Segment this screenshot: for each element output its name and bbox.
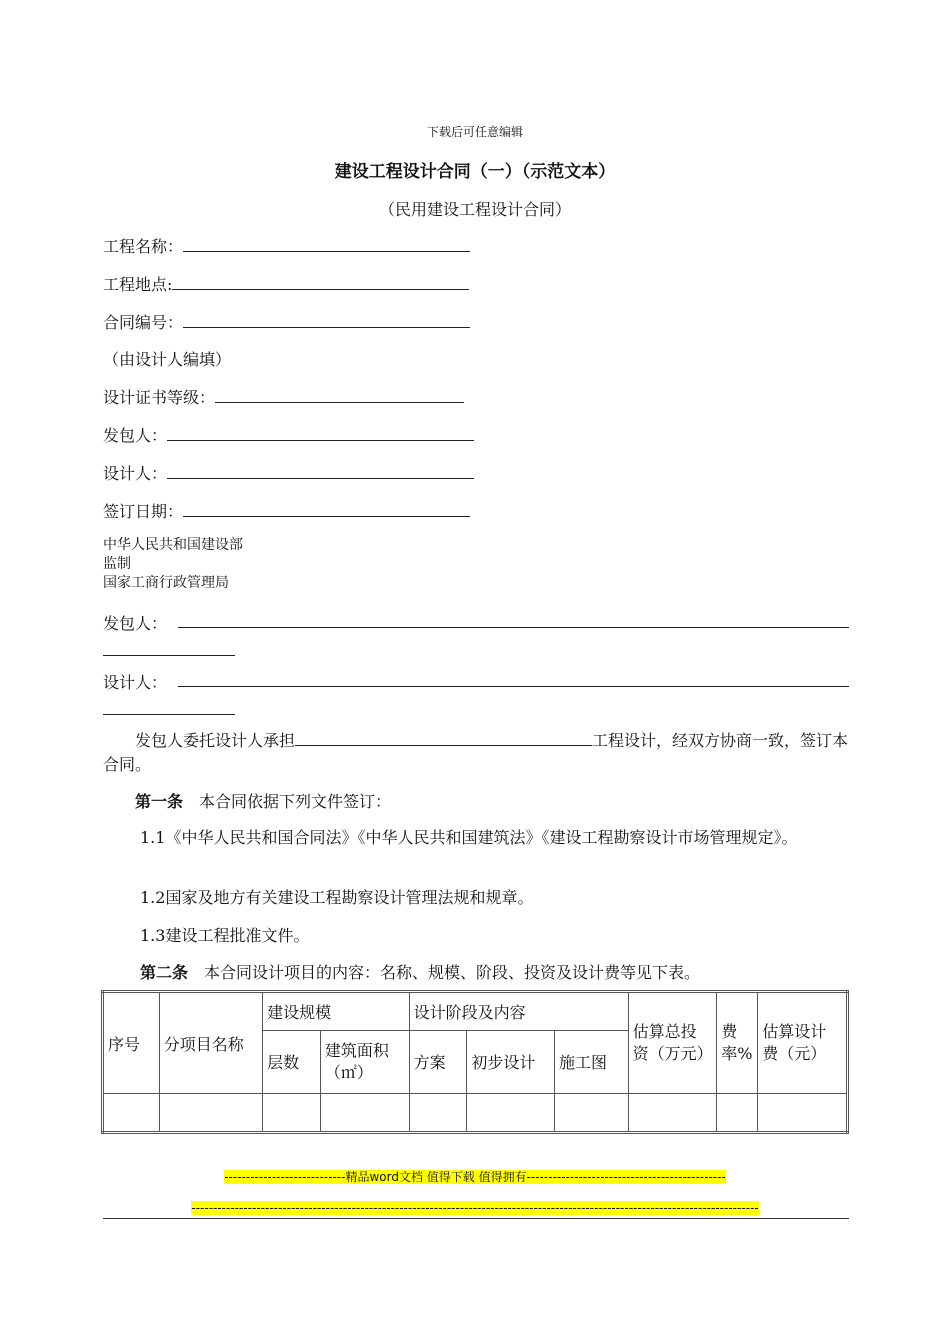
field-label: 设计人： [103, 464, 168, 483]
table-cell[interactable] [554, 1094, 628, 1133]
footer-rule [103, 1218, 849, 1219]
header-floors: 层数 [263, 1030, 321, 1093]
banner-text: ----------------------------精品word文档 值得下载 值得拥有---------------------------------------------- [224, 1170, 726, 1184]
field-label: 合同编号： [103, 313, 184, 332]
table-cell[interactable] [103, 1094, 160, 1133]
field-filled-by-designer [103, 347, 231, 370]
article-text: 本合同依据下列文件签订： [199, 792, 392, 811]
table-cell[interactable] [758, 1094, 848, 1133]
header-fee: 估算设计费（元） [758, 992, 848, 1094]
header-scale: 建设规模 [263, 992, 410, 1031]
banner-text: ----------------------------------------------------------------------------------------------------------------------------------- [191, 1201, 759, 1215]
intro-text: 发包人委托设计人承担 [135, 731, 296, 750]
header-seq: 序号 [103, 992, 160, 1094]
footer-banner [0, 1168, 950, 1185]
table-cell[interactable] [717, 1094, 758, 1133]
field-label: 发包人： [103, 426, 168, 445]
field-contract-number [103, 310, 470, 333]
article-item: 1.1《中华人民共和国合同法》《中华人民共和国建筑法》《建设工程勘察设计市场管理规定》。 [140, 828, 798, 847]
fill-line [167, 426, 474, 441]
download-note: 下载后可任意编辑 [426, 125, 523, 139]
document-title: 建设工程设计合同（一）（示范文本） [334, 162, 616, 182]
table-cell[interactable] [409, 1094, 467, 1133]
fill-line [103, 655, 235, 656]
fill-line [167, 464, 474, 479]
fill-line [183, 502, 470, 517]
intro-text: 工程设计，经双方协商一致，签订本合同。 [103, 731, 849, 774]
header-investment: 估算总投资（万元） [628, 992, 717, 1094]
intro-paragraph [103, 729, 849, 777]
issuer-line: 中华人民共和国建设部 [103, 537, 243, 553]
article-1 [103, 790, 849, 814]
table-cell[interactable] [467, 1094, 555, 1133]
issuer-block [103, 536, 243, 593]
fill-line [183, 237, 470, 252]
header-rate: 费率% [717, 992, 758, 1094]
article-text: 本合同设计项目的内容：名称、规模、阶段、投资及设计费等见下表。 [204, 963, 701, 982]
article-item: 1.3建设工程批准文件。 [140, 926, 310, 945]
header-preliminary: 初步设计 [467, 1030, 555, 1093]
table-cell[interactable] [263, 1094, 321, 1133]
header-item-name: 分项目名称 [159, 992, 262, 1094]
field-client [103, 423, 474, 446]
article-item: 1.2国家及地方有关建设工程勘察设计管理法规和规章。 [140, 888, 534, 907]
header-phase: 设计阶段及内容 [409, 992, 628, 1031]
field-project-name [103, 234, 470, 257]
field-project-location [103, 272, 469, 295]
field-label: 签订日期： [103, 502, 184, 521]
field-designer [103, 461, 474, 484]
table-cell[interactable] [159, 1094, 262, 1133]
footer-banner-dashes [0, 1201, 950, 1215]
field-label: 工程名称： [103, 237, 184, 256]
field-sign-date [103, 499, 470, 522]
table-cell[interactable] [320, 1094, 409, 1133]
fill-line [103, 714, 235, 715]
fill-line [295, 731, 592, 746]
field-certificate-grade [103, 385, 464, 408]
table-cell[interactable] [628, 1094, 717, 1133]
party-designer [103, 670, 849, 716]
fill-line [178, 686, 849, 687]
fill-line [215, 388, 464, 403]
issuer-line: 国家工商行政管理局 [103, 575, 229, 591]
header-scheme: 方案 [409, 1030, 467, 1093]
header-construction: 施工图 [554, 1030, 628, 1093]
field-label: 设计证书等级： [103, 388, 216, 407]
party-client [103, 611, 849, 657]
header-area: 建筑面积（㎡） [320, 1030, 409, 1093]
project-items-table [101, 990, 849, 1134]
article-title: 第二条 [140, 963, 189, 982]
party-label: 发包人： [103, 614, 168, 633]
fill-line [183, 313, 470, 328]
party-label: 设计人： [103, 673, 168, 692]
article-2 [103, 961, 849, 985]
table-row [103, 1094, 848, 1133]
field-label: 工程地点: [103, 275, 173, 294]
field-label: （由设计人编填） [103, 350, 232, 369]
issuer-line: 监制 [103, 556, 131, 572]
document-subtitle: （民用建设工程设计合同） [378, 200, 571, 219]
fill-line [178, 627, 849, 628]
article-title: 第一条 [135, 792, 184, 811]
fill-line [172, 275, 469, 290]
